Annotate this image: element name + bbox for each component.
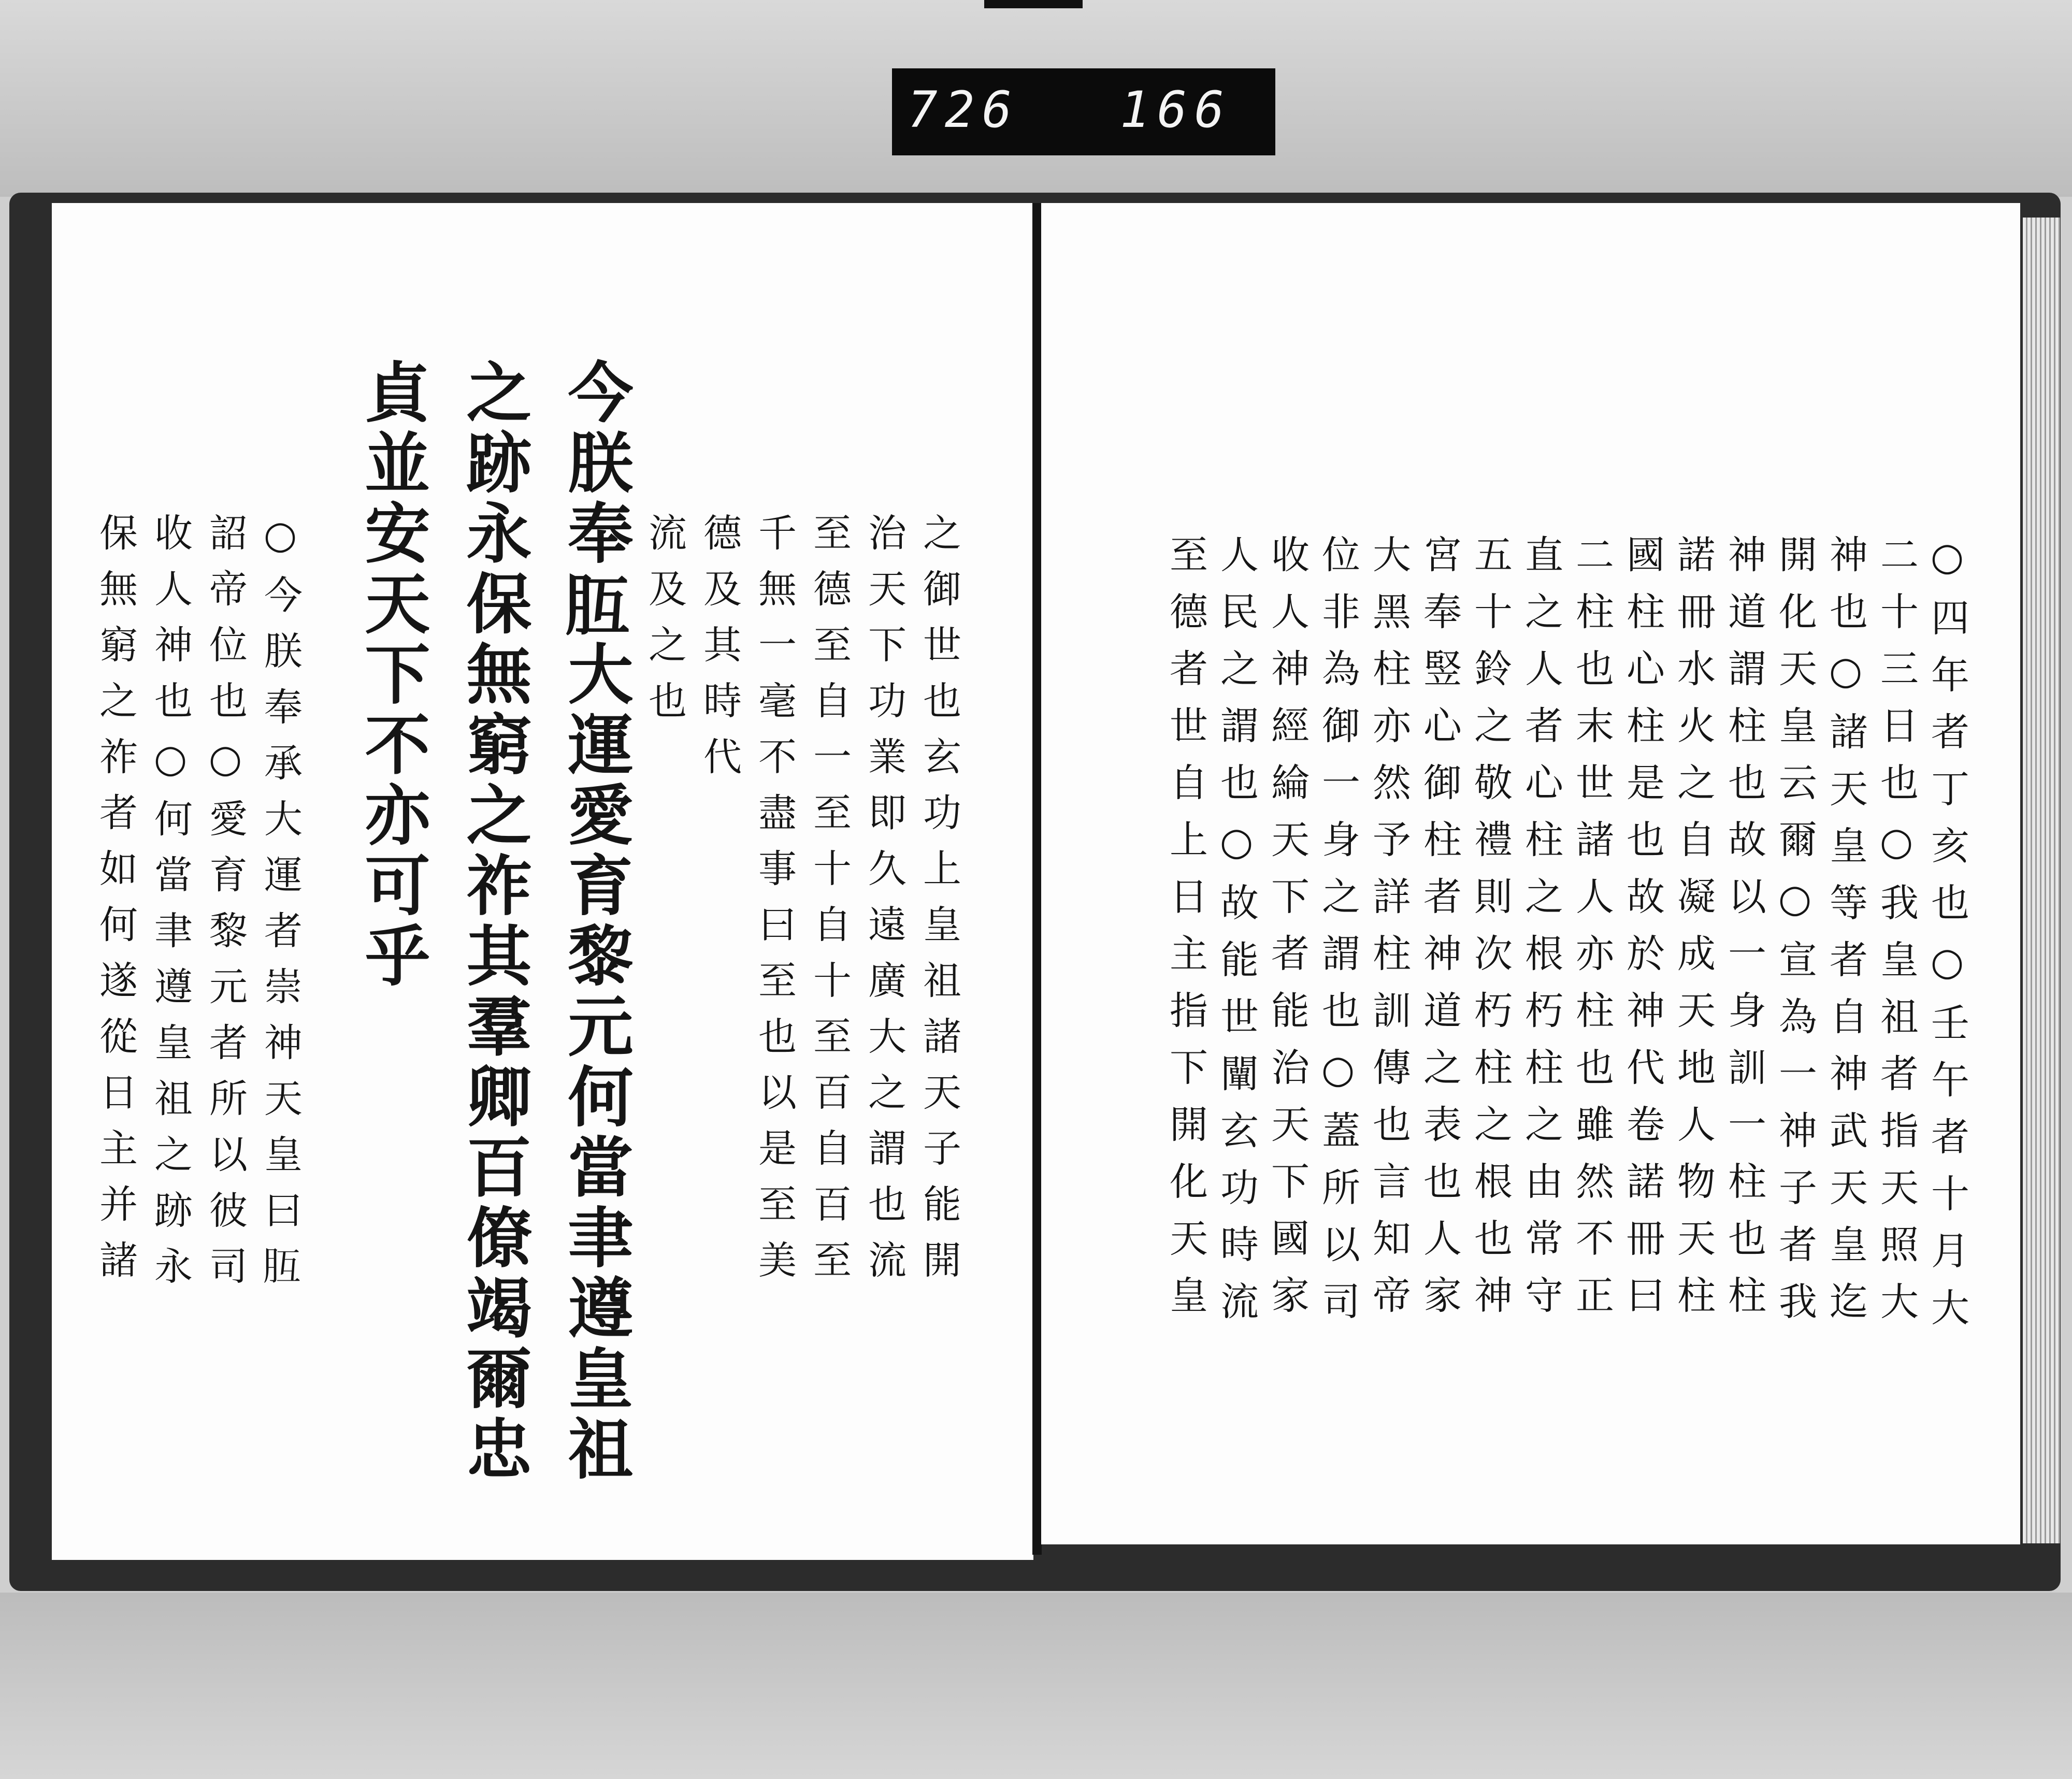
text-column: 國柱心柱是也故於神代卷諾冊曰 [1620,534,1665,1332]
main-text-block [342,358,646,1539]
book-spine [1032,203,1042,1555]
film-registration-mark [984,0,1083,8]
main-text-column: 今朕奉𦙁大運愛育黎元何當聿遵皇祖 [557,358,634,1485]
film-frame-label [892,68,1275,155]
text-column: 諾冊水火之自凝成天地人物天柱 [1671,534,1716,1332]
text-column: 開化天皇云爾○宣為一神子者我 [1773,534,1817,1338]
right-page [1041,203,2020,1544]
commentary-column: ○今朕奉承大運者崇神天皇曰𦙁 [258,513,303,1302]
text-column: 收人神經綸天下者能治天下國家 [1265,534,1310,1332]
text-column: 五十鈴之敬禮則次朽柱之根也神 [1468,534,1513,1332]
text-column: ○四年者丁亥也○壬午者十月大 [1925,534,1969,1344]
commentary-column: 保無窮之祚者如何遂從日主并諸 [93,513,138,1296]
commentary-column: 千無一毫不盡事曰至也以是至美 [752,513,797,1296]
text-column: 神道謂柱也故以一身訓一柱也柱 [1722,534,1766,1332]
frame-number-right: 166 [1120,81,1232,139]
commentary-upper-block [637,513,967,1300]
page-edges [2023,218,2060,1543]
commentary-column: 治天下功業即久遠廣大之謂也流 [862,513,906,1296]
film-footer-strip [0,1593,2072,1779]
text-column: 人民之謂也○故能世闡玄功時流 [1214,534,1259,1338]
commentary-lower-block [88,513,308,1528]
text-column: 至德者世自上日主指下開化天皇 [1163,534,1208,1332]
main-text-column: 貞並安天下不亦可乎 [354,358,431,992]
frame-number-left: 726 [908,81,1019,139]
text-column: 二十三日也○我皇祖者指天照大 [1874,534,1919,1338]
commentary-column: 流及之也 [642,513,687,736]
text-column: 位非為御一身之謂也○蓋所以司 [1316,534,1360,1338]
text-column: 直之人者心柱之根朽柱之由常守 [1519,534,1563,1332]
commentary-column: 德及其時代 [697,513,742,792]
left-page [52,203,1033,1560]
commentary-column: 之御世也玄功上皇祖諸天子能開 [917,513,961,1296]
commentary-column: 詔帝位也○愛育黎元者所以彼司 [203,513,248,1302]
right-page-text-block [1160,534,1973,1539]
commentary-column: 至德至自一至十自十至百自百至 [807,513,852,1296]
text-column: 二柱也末世諸人亦柱也雖然不正 [1570,534,1614,1332]
text-column: 大黑柱亦然予詳柱訓傳也言知帝 [1366,534,1411,1332]
text-column: 宮奉竪心御柱者神道之表也人家 [1417,534,1462,1332]
commentary-column: 收人神也○何當聿遵皇祖之跡永 [148,513,193,1302]
main-text-column: 之跡永保無窮之祚其羣卿百僚竭爾忠 [456,358,533,1485]
text-column: 神也○諸天皇等者自神武天皇迄 [1823,534,1868,1338]
